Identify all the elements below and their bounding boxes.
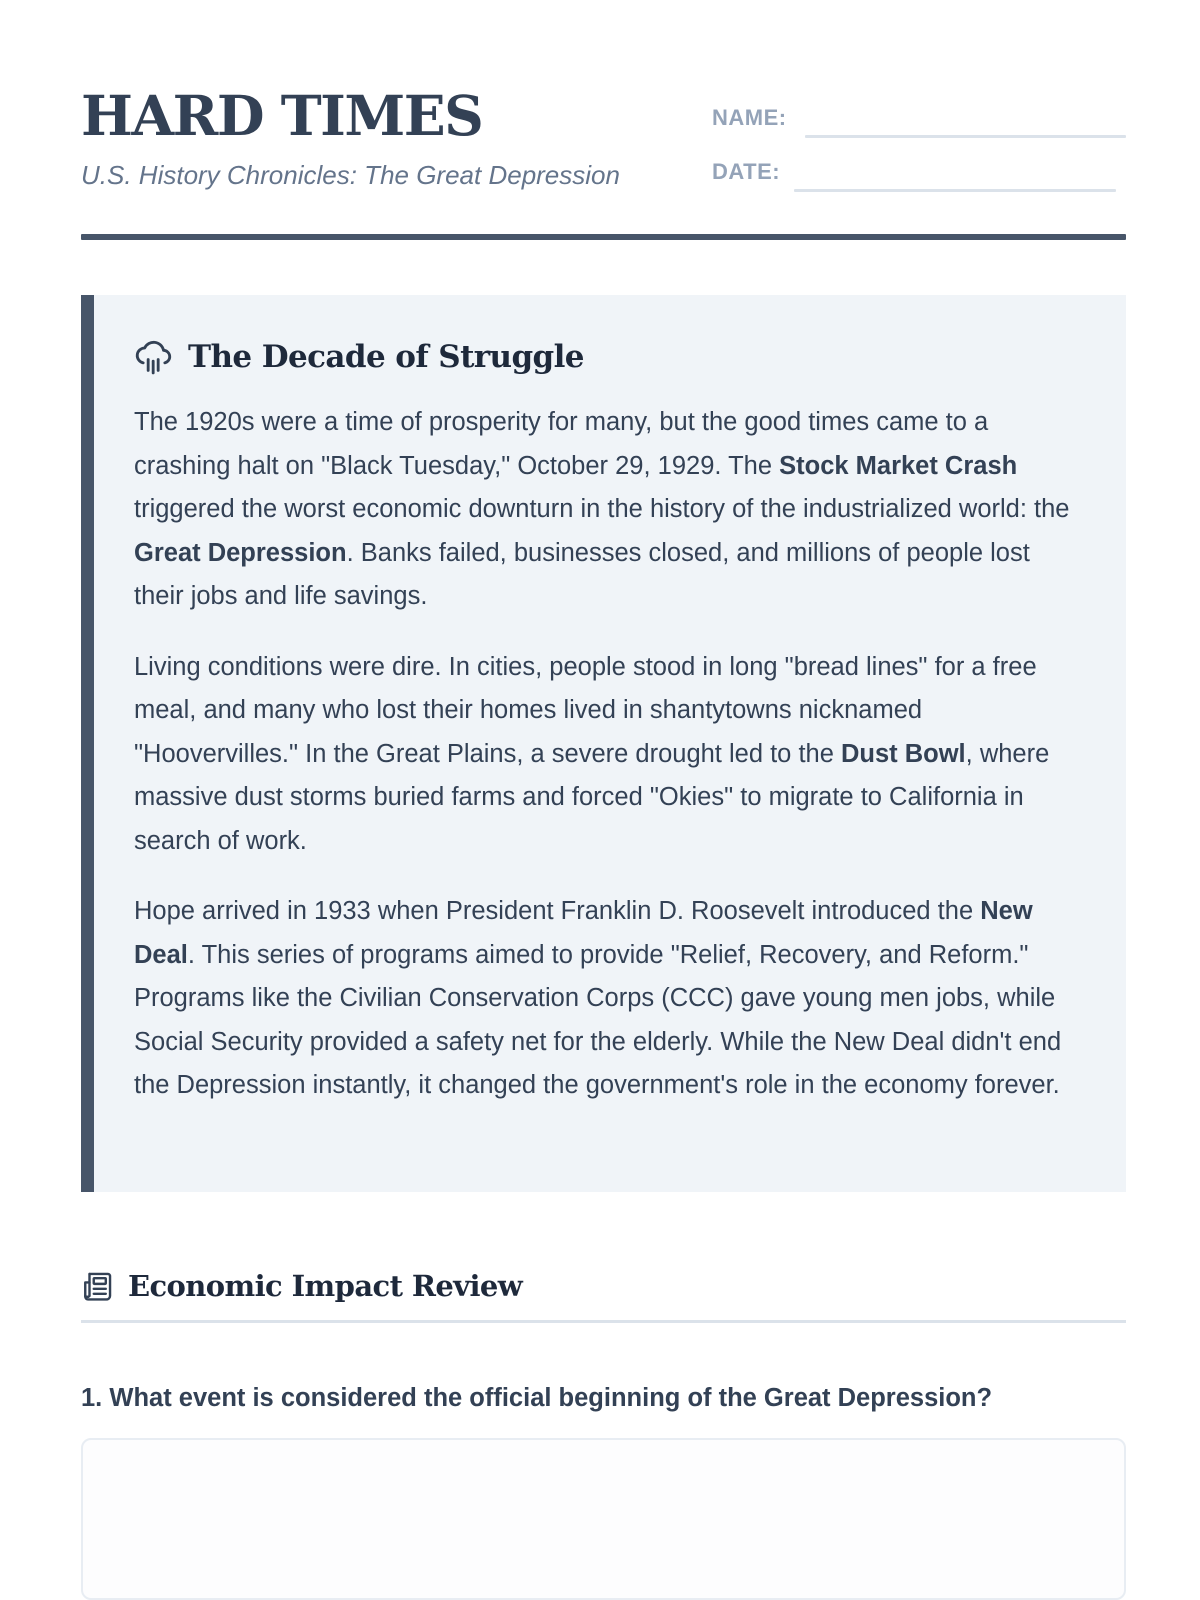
name-field[interactable] (712, 102, 1126, 136)
review-heading (81, 1264, 522, 1308)
context-title: The Decade of Struggle (188, 339, 584, 375)
date-label: DATE: (712, 159, 781, 184)
context-paragraph (134, 401, 1079, 619)
cloud-rain-icon (134, 337, 174, 377)
key-term: Great Depression (134, 538, 347, 567)
context-paragraph (134, 890, 1079, 1108)
question-number: 1. (81, 1384, 103, 1412)
page-subtitle: U.S. History Chronicles: The Great Depression (81, 160, 620, 190)
question-1 (81, 1378, 992, 1418)
paragraph-text: . This series of programs aimed to provide "Relief, Recovery, and Reform." Programs like the Civilian Conservation Corps (CCC) gave young men jobs, while Social Security provided a safety net for the elderly. While the New Deal didn't end the Depression instantly, it changed the government's role in the economy forever. (134, 940, 1062, 1099)
review-title: Economic Impact Review (128, 1269, 523, 1303)
header-divider (81, 234, 1126, 240)
paragraph-text: Living conditions were dire. In cities, people stood in long "bread lines" for a free meal, and many who lost their homes lived in shantytowns nicknamed "Hoovervilles." In the Great Plains, a severe drought led to the (134, 652, 1037, 768)
paragraph-text: Hope arrived in 1933 when President Franklin D. Roosevelt introduced the (134, 897, 981, 925)
paragraph-text: The 1920s were a time of prosperity for many, but the good times came to a crashing halt on "Black Tuesday," October 29, 1929. The (134, 408, 989, 480)
key-term: Stock Market Crash (779, 451, 1018, 480)
question-text: What event is considered the official beginning of the Great Depression? (109, 1384, 993, 1412)
answer-box-1[interactable] (81, 1438, 1126, 1600)
worksheet-header (81, 78, 1126, 238)
key-term: New Deal (134, 897, 1033, 969)
paragraph-text: triggered the worst economic downturn in the history of the industrialized world: the (134, 495, 1070, 523)
page-title: HARD TIMES (81, 83, 483, 148)
key-term: Dust Bowl (840, 739, 966, 768)
context-heading (134, 335, 584, 379)
context-body (134, 401, 1079, 1135)
paragraph-text: , where massive dust storms buried farms and forced "Okies" to migrate to California in search of work. (134, 739, 1050, 855)
context-panel (81, 295, 1126, 1192)
review-divider (81, 1320, 1126, 1323)
name-input-line[interactable] (805, 135, 1126, 138)
paragraph-text: . Banks failed, businesses closed, and millions of people lost their jobs and life savings. (134, 538, 1030, 610)
date-field[interactable] (712, 156, 1126, 190)
name-label: NAME: (712, 105, 787, 130)
newspaper-icon (81, 1269, 115, 1303)
context-paragraph (134, 646, 1079, 864)
date-input-line[interactable] (794, 189, 1116, 192)
